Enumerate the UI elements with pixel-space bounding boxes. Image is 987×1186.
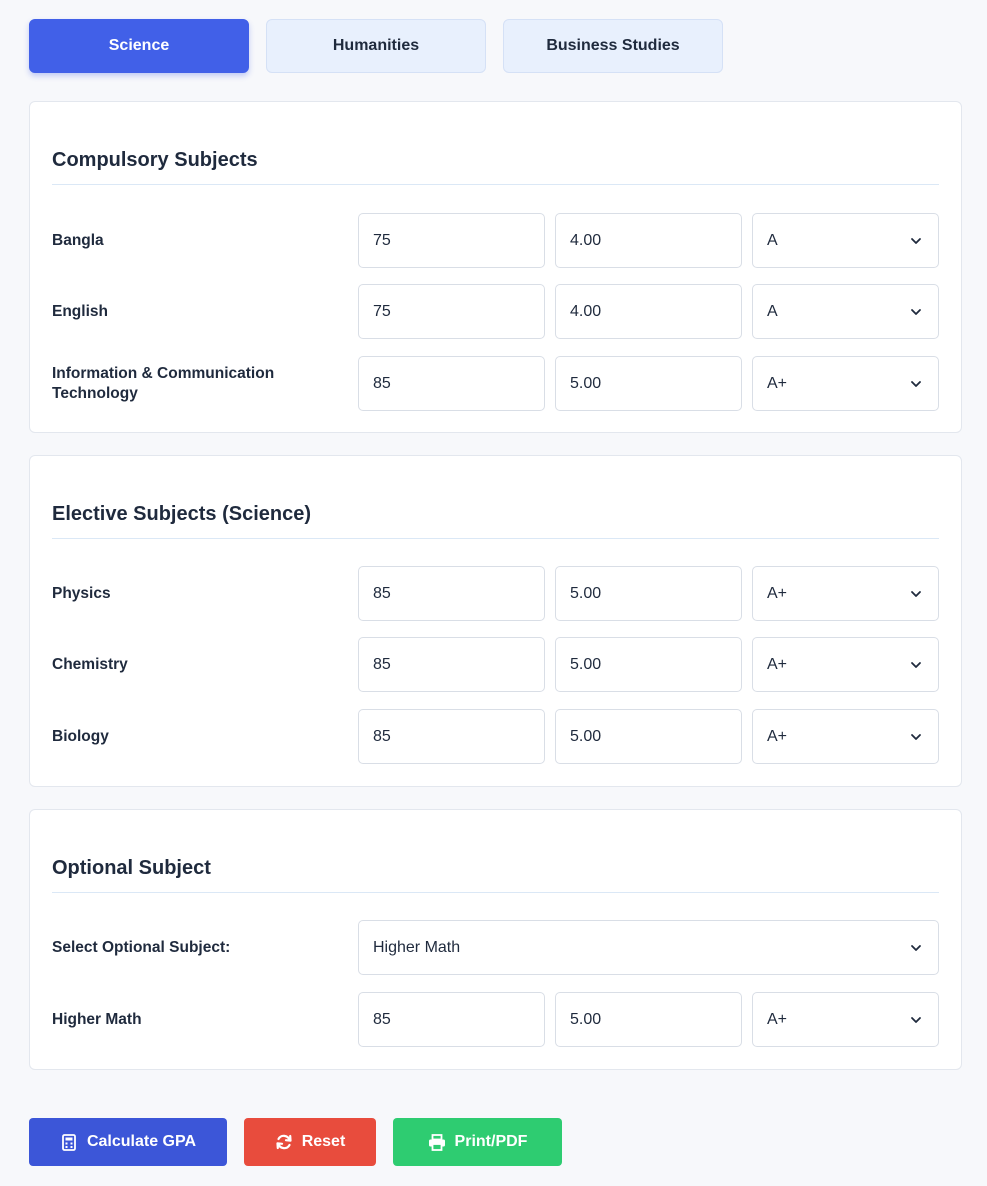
marks-input[interactable]: 75	[358, 284, 545, 339]
subject-row-ict	[52, 356, 939, 411]
tab-business-studies[interactable]: Business Studies	[503, 19, 723, 73]
subject-label: Information & Communication Technology	[52, 364, 275, 402]
subject-row-higher-math	[52, 992, 939, 1047]
chevron-down-icon	[910, 1014, 922, 1026]
subject-row-physics	[52, 566, 939, 621]
marks-input[interactable]: 85	[358, 637, 545, 692]
divider	[52, 184, 939, 185]
chevron-down-icon	[910, 942, 922, 954]
marks-input[interactable]: 85	[358, 356, 545, 411]
marks-input[interactable]: 75	[358, 213, 545, 268]
calculate-gpa-button[interactable]	[29, 1118, 227, 1166]
subject-label: English	[52, 302, 108, 320]
grade-select[interactable]	[752, 284, 939, 339]
subject-label: Physics	[52, 584, 111, 602]
grade-select[interactable]	[752, 637, 939, 692]
subject-row-biology	[52, 709, 939, 764]
calculator-icon	[60, 1133, 78, 1151]
grade-select-value: A	[767, 231, 778, 249]
refresh-icon	[275, 1133, 293, 1151]
marks-input[interactable]: 85	[358, 992, 545, 1047]
grade-select[interactable]	[752, 992, 939, 1047]
marks-input[interactable]: 85	[358, 566, 545, 621]
section-title: Elective Subjects (Science)	[52, 503, 312, 525]
grade-point-field[interactable]: 5.00	[555, 637, 742, 692]
reset-label: Reset	[301, 1133, 346, 1150]
grade-select-value: A+	[767, 655, 788, 673]
section-title: Optional Subject	[52, 857, 211, 879]
grade-point-field[interactable]: 5.00	[555, 992, 742, 1047]
subject-label: Bangla	[52, 231, 104, 249]
grade-point-field[interactable]: 4.00	[555, 213, 742, 268]
select-optional-subject-label: Select Optional Subject:	[52, 938, 231, 956]
subject-label: Chemistry	[52, 655, 128, 673]
calculate-gpa-label: Calculate GPA	[86, 1133, 197, 1150]
divider	[52, 538, 939, 539]
compulsory-subjects-card	[29, 101, 962, 433]
grade-select-value: A+	[767, 584, 788, 602]
elective-subjects-card	[29, 455, 962, 787]
chevron-down-icon	[910, 731, 922, 743]
print-pdf-label: Print/PDF	[454, 1133, 528, 1150]
action-bar	[29, 1118, 562, 1166]
chevron-down-icon	[910, 378, 922, 390]
subject-label: Higher Math	[52, 1010, 142, 1028]
marks-input[interactable]: 85	[358, 709, 545, 764]
grade-select-value: A+	[767, 1010, 788, 1028]
optional-subject-select[interactable]	[358, 920, 939, 975]
divider	[52, 892, 939, 893]
grade-select[interactable]	[752, 566, 939, 621]
grade-select-value: A+	[767, 727, 788, 745]
group-tabs	[29, 19, 723, 73]
subject-row-english	[52, 284, 939, 339]
subject-row-bangla	[52, 213, 939, 268]
print-pdf-button[interactable]	[393, 1118, 562, 1166]
chevron-down-icon	[910, 306, 922, 318]
section-title: Compulsory Subjects	[52, 149, 258, 171]
grade-select[interactable]	[752, 213, 939, 268]
chevron-down-icon	[910, 588, 922, 600]
chevron-down-icon	[910, 235, 922, 247]
subject-row-chemistry	[52, 637, 939, 692]
subject-label: Biology	[52, 727, 109, 745]
optional-subject-select-value: Higher Math	[373, 938, 461, 956]
grade-point-field[interactable]: 5.00	[555, 356, 742, 411]
grade-select[interactable]	[752, 709, 939, 764]
grade-point-field[interactable]: 5.00	[555, 709, 742, 764]
grade-select-value: A	[767, 302, 778, 320]
grade-select[interactable]	[752, 356, 939, 411]
chevron-down-icon	[910, 659, 922, 671]
grade-point-field[interactable]: 5.00	[555, 566, 742, 621]
optional-subject-select-row	[52, 920, 939, 975]
reset-button[interactable]	[244, 1118, 376, 1166]
tab-humanities[interactable]: Humanities	[266, 19, 486, 73]
tab-science[interactable]: Science	[29, 19, 249, 73]
grade-point-field[interactable]: 4.00	[555, 284, 742, 339]
grade-select-value: A+	[767, 374, 788, 392]
optional-subject-card	[29, 809, 962, 1070]
printer-icon	[428, 1133, 446, 1151]
